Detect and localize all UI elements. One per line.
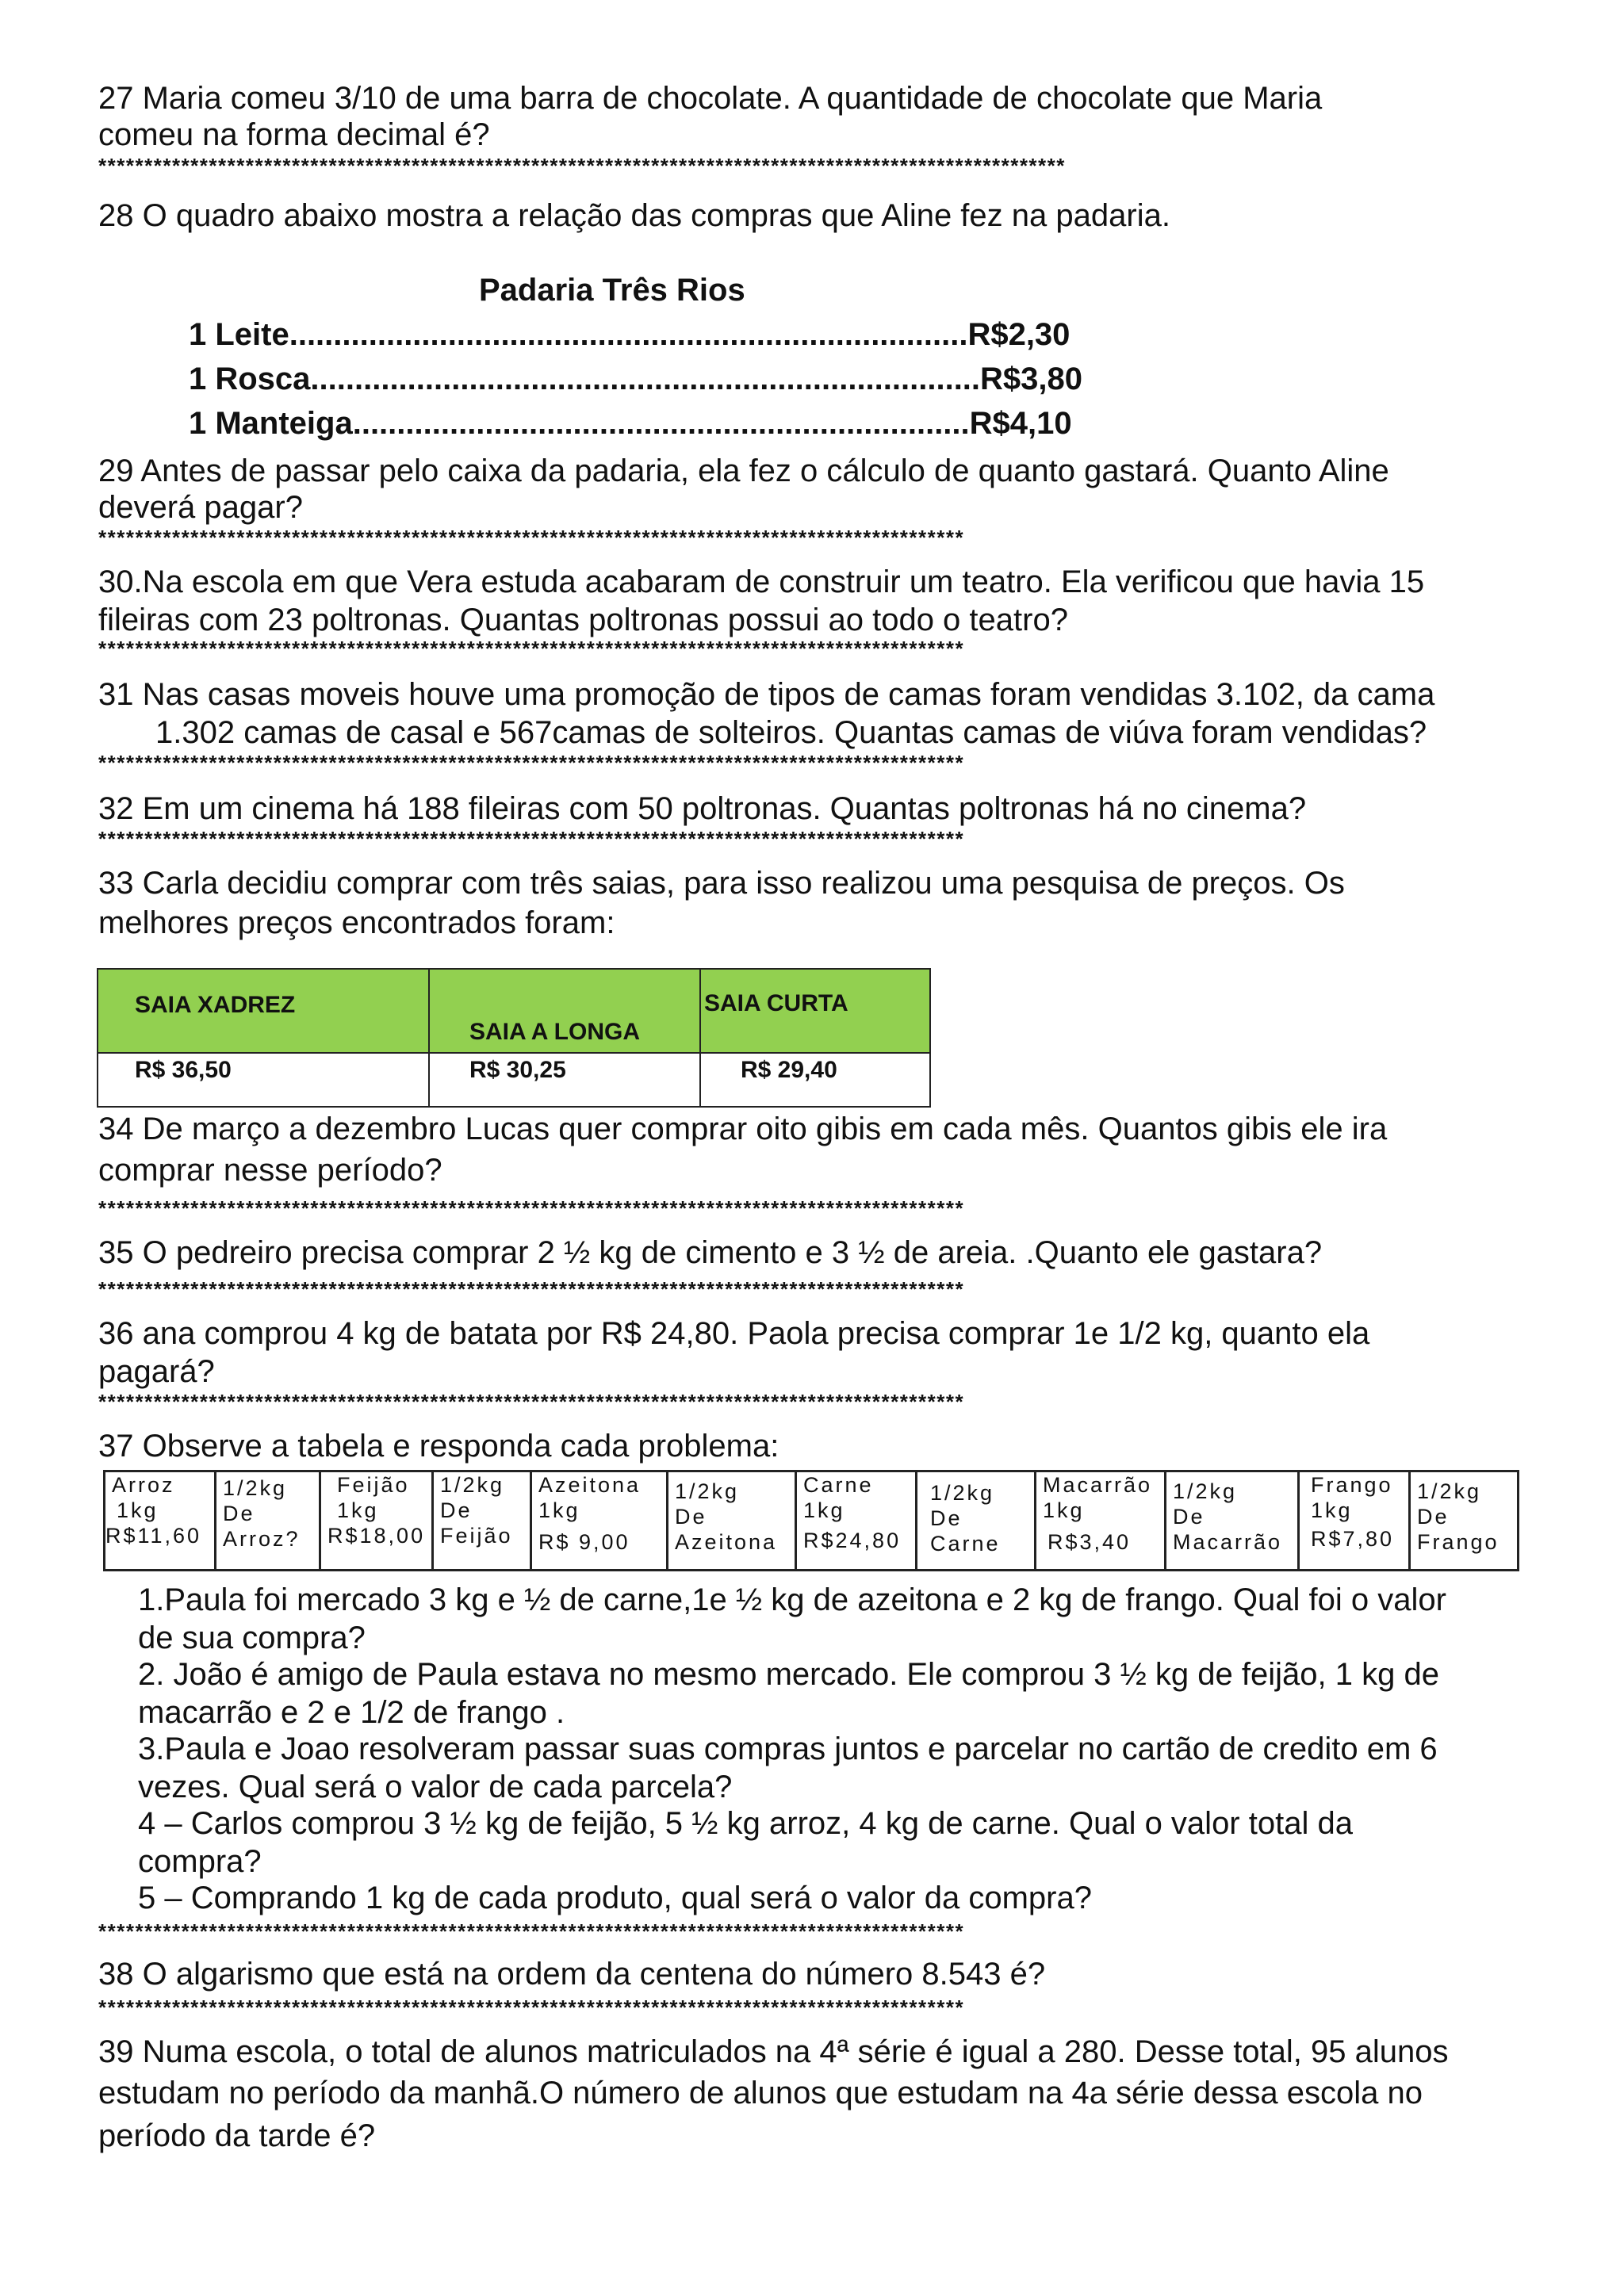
padaria-item-rosca: 1 Rosca............................................................................R$3,80 xyxy=(189,362,1083,396)
product-name: Frango xyxy=(1311,1473,1393,1497)
product-unit: 1kg xyxy=(803,1498,845,1522)
q32-line1: 32 Em um cinema há 188 fileiras com 50 poltronas. Quantas poltronas há no cinema? xyxy=(98,791,1307,826)
product-unit: De xyxy=(440,1498,473,1522)
q29-line1: 29 Antes de passar pelo caixa da padaria, ela fez o cálculo de quanto gastará. Quanto Aline xyxy=(98,453,1389,488)
separator: ********************************************************************************************** xyxy=(98,1998,965,2017)
product-name: 1/2kg xyxy=(675,1479,740,1503)
product-name: Macarrão xyxy=(1043,1473,1153,1497)
product-price: R$18,00 xyxy=(327,1524,426,1548)
product-price: Macarrão xyxy=(1173,1530,1283,1554)
product-unit: De xyxy=(675,1505,707,1529)
q37-item-line: compra? xyxy=(138,1844,262,1879)
q37-item-line: vezes. Qual será o valor de cada parcela? xyxy=(138,1770,733,1804)
q39-line2: estudam no período da manhã.O número de alunos que estudam na 4a série dessa escola no xyxy=(98,2076,1423,2110)
product-cell xyxy=(1408,1472,1519,1569)
q29-line2: deverá pagar? xyxy=(98,490,303,525)
product-name: Arroz xyxy=(112,1473,175,1497)
q33-line1: 33 Carla decidiu comprar com três saias, para isso realizou uma pesquisa de preços. Os xyxy=(98,866,1345,901)
saias-table xyxy=(97,968,931,1108)
q37-line1: 37 Observe a tabela e responda cada problema: xyxy=(98,1429,779,1464)
q37-item-line: macarrão e 2 e 1/2 de frango . xyxy=(138,1695,565,1730)
q33-line2: melhores preços encontrados foram: xyxy=(98,905,615,940)
product-cell xyxy=(319,1472,431,1569)
separator: ********************************************************************************************** xyxy=(98,639,965,658)
product-cell xyxy=(214,1472,319,1569)
product-price: Azeitona xyxy=(675,1530,778,1554)
product-cell xyxy=(431,1472,530,1569)
padaria-item-leite: 1 Leite.............................................................................R$2,30 xyxy=(189,317,1071,352)
product-name: Carne xyxy=(803,1473,874,1497)
product-name: Feijão xyxy=(337,1473,410,1497)
product-price: R$11,60 xyxy=(105,1524,202,1548)
separator: ********************************************************************************************** xyxy=(98,1392,965,1411)
q39-line3: período da tarde é? xyxy=(98,2118,376,2153)
products-table xyxy=(103,1470,1519,1571)
product-cell xyxy=(1164,1472,1297,1569)
product-unit: 1kg xyxy=(337,1498,379,1522)
product-unit: 1kg xyxy=(117,1498,159,1522)
q36-line1: 36 ana comprou 4 kg de batata por R$ 24,80. Paola precisa comprar 1e 1/2 kg, quanto ela xyxy=(98,1316,1370,1351)
q37-item-line: 3.Paula e Joao resolveram passar suas compras juntos e parcelar no cartão de credito em 6 xyxy=(138,1732,1438,1766)
saia-price: R$ 30,25 xyxy=(429,1053,700,1107)
q37-item-line: 4 – Carlos comprou 3 ½ kg de feijão, 5 ½ kg arroz, 4 kg de carne. Qual o valor total da xyxy=(138,1806,1353,1841)
product-name: 1/2kg xyxy=(440,1473,505,1497)
product-cell xyxy=(915,1472,1034,1569)
product-unit: De xyxy=(1173,1505,1205,1529)
q28-line1: 28 O quadro abaixo mostra a relação das compras que Aline fez na padaria. xyxy=(98,198,1170,233)
q30-line2: fileiras com 23 poltronas. Quantas poltronas possui ao todo o teatro? xyxy=(98,603,1068,637)
q34-line2: comprar nesse período? xyxy=(98,1153,442,1188)
product-cell xyxy=(666,1472,795,1569)
separator: ********************************************************************************************** xyxy=(98,1199,965,1218)
separator: ********************************************************************************************** xyxy=(98,1280,965,1299)
product-cell xyxy=(1297,1472,1408,1569)
product-name: 1/2kg xyxy=(930,1481,995,1505)
saia-price: R$ 36,50 xyxy=(98,1053,429,1107)
product-name: 1/2kg xyxy=(1173,1479,1238,1503)
product-price: Feijão xyxy=(440,1524,513,1548)
q30-line1: 30.Na escola em que Vera estuda acabaram de construir um teatro. Ela verificou que havia 15 xyxy=(98,564,1425,599)
separator: ********************************************************************************************** xyxy=(98,528,965,547)
padaria-title: Padaria Três Rios xyxy=(479,273,745,308)
product-unit: De xyxy=(1417,1505,1450,1529)
product-name: Azeitona xyxy=(538,1473,642,1497)
q31-line1: 31 Nas casas moveis houve uma promoção de tipos de camas foram vendidas 3.102, da cama xyxy=(98,677,1435,712)
q37-item-line: de sua compra? xyxy=(138,1621,366,1655)
product-price: Frango xyxy=(1417,1530,1500,1554)
q37-item-line: 2. João é amigo de Paula estava no mesmo mercado. Ele comprou 3 ½ kg de feijão, 1 kg de xyxy=(138,1657,1439,1692)
separator: ********************************************************************************************************* xyxy=(98,156,1066,175)
product-price: Carne xyxy=(930,1532,1001,1556)
q39-line1: 39 Numa escola, o total de alunos matriculados na 4ª série é igual a 280. Desse total, 95 alunos xyxy=(98,2034,1449,2069)
q38-line1: 38 O algarismo que está na ordem da centena do número 8.543 é? xyxy=(98,1957,1046,1992)
q36-line2: pagará? xyxy=(98,1354,215,1389)
product-name: 1/2kg xyxy=(1417,1479,1482,1503)
q27-line1: 27 Maria comeu 3/10 de uma barra de chocolate. A quantidade de chocolate que Maria xyxy=(98,81,1323,116)
product-unit: De xyxy=(223,1502,255,1525)
separator: ********************************************************************************************** xyxy=(98,1922,965,1941)
product-price: Arroz? xyxy=(223,1527,301,1551)
product-unit: 1kg xyxy=(1311,1498,1353,1522)
saia-price: R$ 29,40 xyxy=(700,1053,930,1107)
product-unit: 1kg xyxy=(1043,1498,1085,1522)
product-price: R$24,80 xyxy=(803,1529,902,1552)
product-price: R$7,80 xyxy=(1311,1527,1395,1551)
product-unit: 1kg xyxy=(538,1498,580,1522)
separator: ********************************************************************************************** xyxy=(98,829,965,848)
padaria-item-manteiga: 1 Manteiga......................................................................R$4,10 xyxy=(189,406,1072,441)
q37-item-line: 5 – Comprando 1 kg de cada produto, qual será o valor da compra? xyxy=(138,1881,1092,1915)
q27-line2: comeu na forma decimal é? xyxy=(98,117,490,152)
product-cell xyxy=(103,1472,214,1569)
q34-line1: 34 De março a dezembro Lucas quer comprar oito gibis em cada mês. Quantos gibis ele ira xyxy=(98,1112,1388,1146)
q37-item-line: 1.Paula foi mercado 3 kg e ½ de carne,1e ½ kg de azeitona e 2 kg de frango. Qual foi o valor xyxy=(138,1582,1446,1617)
q31-line2: 1.302 camas de casal e 567camas de solteiros. Quantas camas de viúva foram vendidas? xyxy=(155,715,1427,750)
product-name: 1/2kg xyxy=(223,1476,288,1500)
product-unit: De xyxy=(930,1506,963,1530)
q35-line1: 35 O pedreiro precisa comprar 2 ½ kg de cimento e 3 ½ de areia. .Quanto ele gastara? xyxy=(98,1235,1323,1270)
product-price: R$3,40 xyxy=(1048,1530,1132,1554)
product-cell xyxy=(530,1472,666,1569)
product-cell xyxy=(795,1472,915,1569)
saia-header: SAIA CURTA xyxy=(700,969,930,1053)
saia-header: SAIA XADREZ xyxy=(98,969,429,1053)
product-price: R$ 9,00 xyxy=(538,1530,630,1554)
separator: ********************************************************************************************** xyxy=(98,753,965,772)
product-cell xyxy=(1034,1472,1164,1569)
saia-header: SAIA A LONGA xyxy=(429,969,700,1053)
